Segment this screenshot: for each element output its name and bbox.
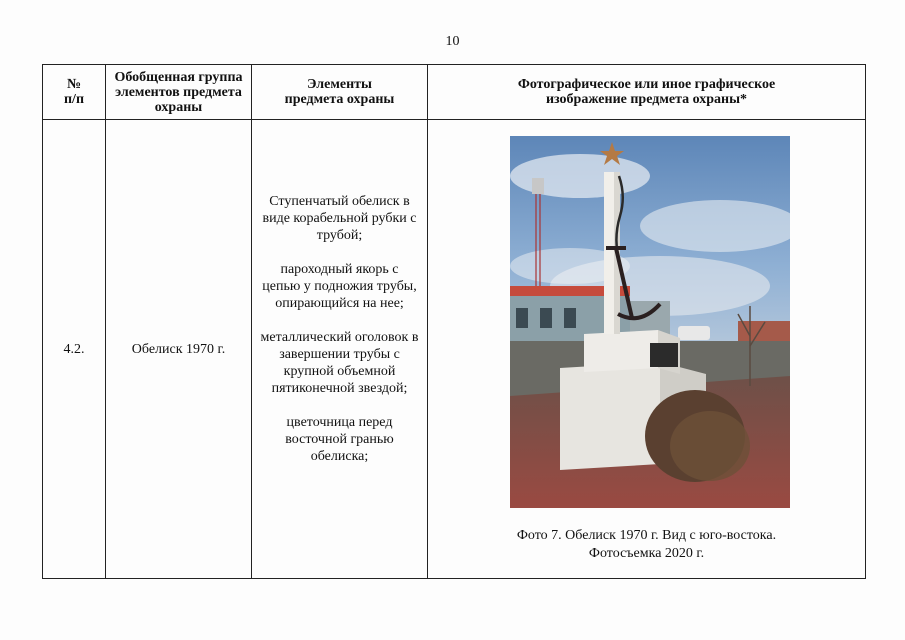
header-group-text: Обобщенная группа элементов предмета охраны: [114, 69, 243, 115]
page-number: 10: [445, 34, 460, 49]
header-image: [428, 65, 866, 120]
row-number: 4.2.: [43, 120, 106, 579]
header-elements-text: Элементы предмета охраны: [284, 77, 395, 107]
protection-table: [42, 64, 866, 579]
header-group: [106, 65, 252, 120]
row-elements: [252, 120, 428, 579]
row-photo: [428, 120, 866, 579]
row-group: Обелиск 1970 г.: [106, 120, 252, 579]
header-number-text: № п/п: [63, 77, 85, 107]
obelisk-photo: [510, 136, 790, 508]
element-item: пароходный якорь с цепью у подножия трубы, опирающийся на нее;: [262, 262, 417, 311]
header-number: [43, 65, 106, 120]
photo-caption-line1: Фото 7. Обелиск 1970 г. Вид с юго-востока.: [516, 528, 777, 543]
table-row: [43, 120, 866, 579]
photo-caption: [428, 527, 865, 563]
elements-list: [252, 193, 427, 465]
element-item: Ступенчатый обелиск в виде корабельной рубки с трубой;: [262, 194, 417, 243]
photo-caption-line2: Фотосъемка 2020 г.: [588, 546, 705, 561]
table-header-row: [43, 65, 866, 120]
header-elements: [252, 65, 428, 120]
element-item: металлический оголовок в завершении трубы с крупной объемной пятиконечной звездой;: [260, 330, 419, 396]
element-item: цветочница перед восточной гранью обелиска;: [285, 415, 394, 464]
header-image-text: Фотографическое или иное графическое изображение предмета охраны*: [517, 77, 776, 107]
